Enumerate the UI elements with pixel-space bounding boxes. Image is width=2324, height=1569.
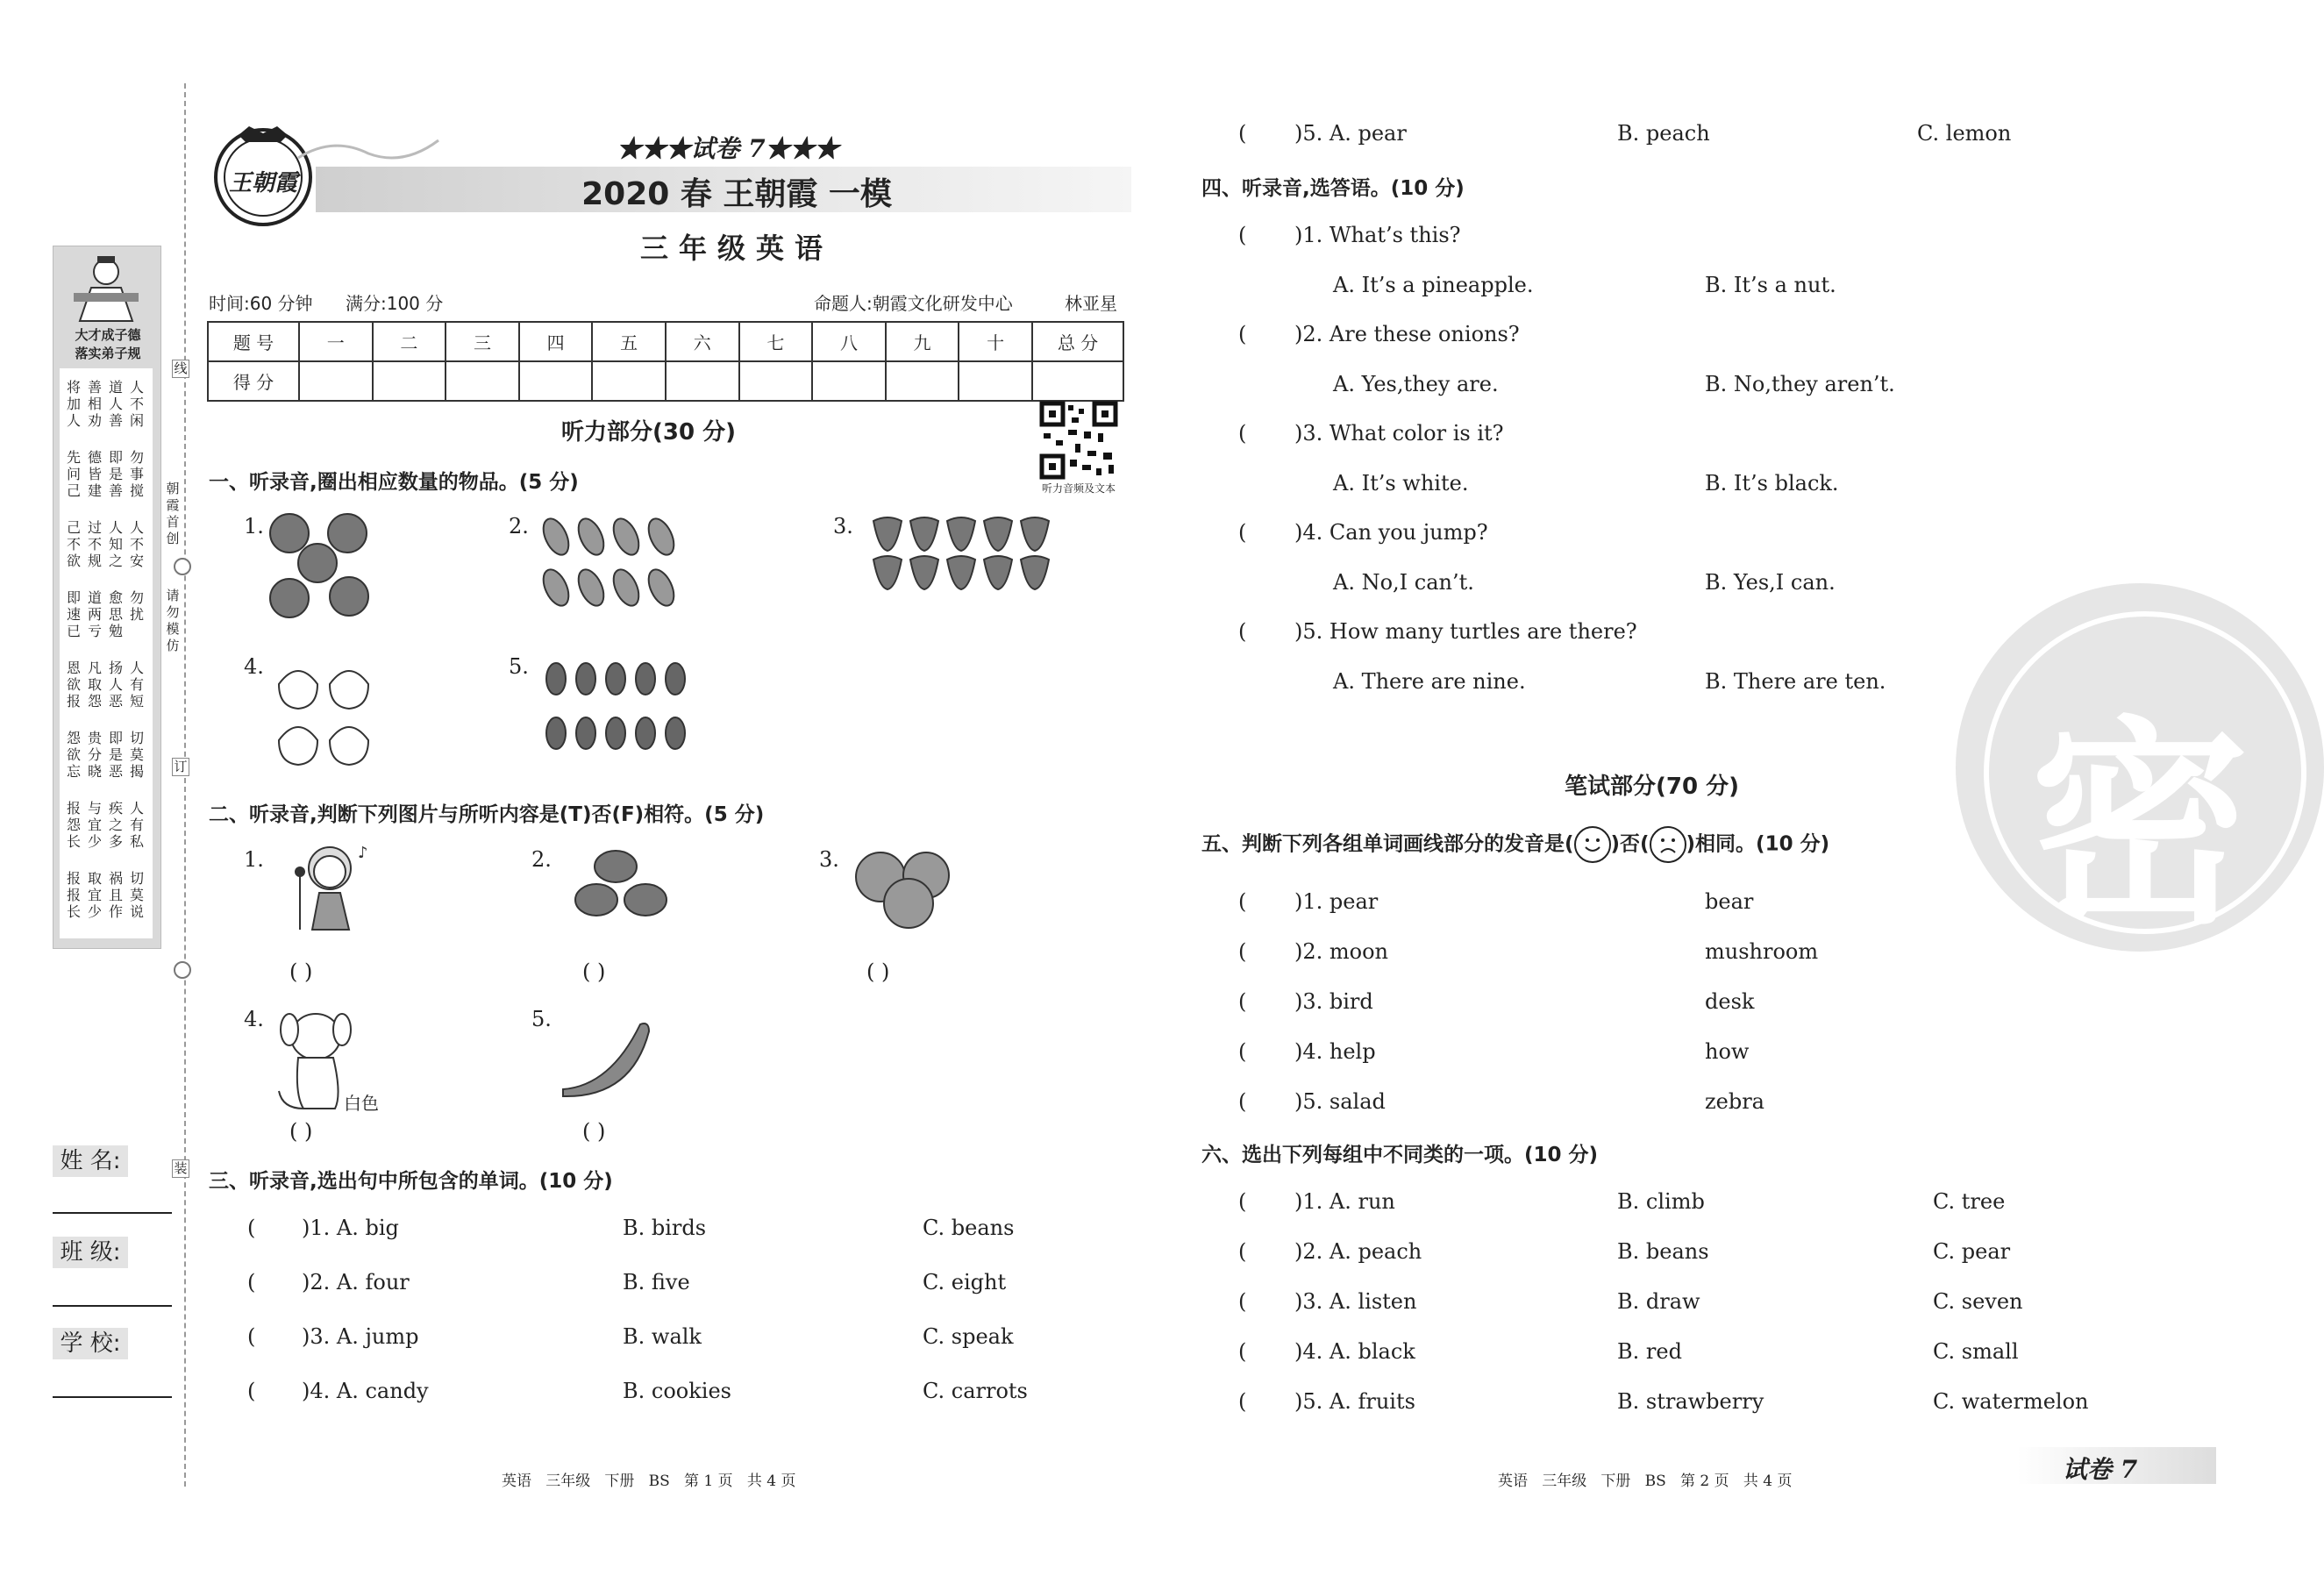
q4-question: )4. Can you jump? [1294, 520, 1488, 545]
q5-word-a: )3. bird [1294, 989, 1373, 1014]
q3-option-b[interactable]: B. birds [623, 1216, 707, 1240]
banana-image [558, 1016, 654, 1100]
logo-text: 王朝霞 [228, 170, 297, 196]
score-header-cell: 六 [666, 322, 739, 361]
score-table [207, 321, 1124, 402]
exam-title: 2020 春 王朝霞 一模 [581, 176, 892, 212]
dog-color-caption: 白色 [344, 1093, 379, 1114]
q5-word-b: how [1705, 1039, 1750, 1064]
paper-tag: ★★★试卷 7★★★ [617, 134, 839, 163]
q3-heading: 三、听录音,选出句中所包含的单词。(10 分) [209, 1170, 613, 1193]
proverb-column: 人 不 安 [130, 519, 145, 569]
q5-word-a: )4. help [1294, 1039, 1376, 1064]
q2-answer-blank[interactable]: ( ) [289, 959, 313, 984]
q2-item-number: 5. [531, 1007, 552, 1031]
q5-answer-blank[interactable]: ( [1238, 939, 1247, 964]
q6-option-a[interactable]: )1. A. run [1294, 1189, 1395, 1214]
q2-answer-blank[interactable]: ( ) [582, 959, 606, 984]
score-header-cell: 五 [592, 322, 666, 361]
q4-option-b[interactable]: B. Yes,I can. [1705, 570, 1836, 595]
score-header-cell: 题 号 [208, 322, 299, 361]
proverb-column: 取 宜 少 [88, 870, 103, 920]
q5-word-b: zebra [1705, 1089, 1764, 1114]
sad-face-icon [1650, 826, 1686, 863]
score-table-header-row [208, 322, 1123, 361]
score-cell[interactable] [959, 361, 1032, 401]
q6-answer-blank[interactable]: ( [1238, 1289, 1247, 1314]
q3-option-a[interactable]: )5. A. pear [1294, 121, 1407, 146]
pineapples-image [544, 660, 691, 756]
q4-question: )5. How many turtles are there? [1294, 619, 1637, 644]
q1-item-number: 3. [833, 514, 853, 538]
q5-heading-b: )否( [1610, 832, 1650, 856]
q5-heading [1201, 826, 1829, 863]
exam-subtitle: 三年级英语 [639, 232, 833, 265]
q6-option-c[interactable]: C. watermelon [1933, 1389, 2089, 1414]
q6-option-a[interactable]: )3. A. listen [1294, 1289, 1417, 1314]
proverb-column: 先 问 己 [67, 449, 82, 499]
q4-option-a[interactable]: A. No,I can’t. [1333, 570, 1474, 595]
exam-author: 命题人:朝霞文化研发中心 [814, 293, 1013, 314]
q6-option-b[interactable]: B. red [1617, 1339, 1682, 1364]
q4-option-a[interactable]: A. There are nine. [1333, 669, 1526, 694]
proverb-column: 己 不 欲 [67, 519, 82, 569]
proverb-column: 将 加 人 [67, 379, 82, 429]
q4-option-b[interactable]: B. There are ten. [1705, 669, 1886, 694]
side-text-no-copy: 请 勿 模 仿 [166, 588, 180, 653]
proverb-column: 切 莫 说 [130, 870, 145, 920]
q4-answer-blank[interactable]: ( [1238, 223, 1247, 247]
proverb-column: 道 两 亏 [88, 589, 103, 639]
q6-option-c[interactable]: C. pear [1933, 1239, 2011, 1264]
q3-answer-blank[interactable]: ( [247, 1216, 256, 1240]
q3-option-a[interactable]: )1. A. big [302, 1216, 399, 1240]
proverb-column: 祸 且 作 [109, 870, 124, 920]
score-header-cell: 八 [812, 322, 886, 361]
score-cell[interactable] [812, 361, 886, 401]
proverb-column: 即 是 恶 [109, 730, 124, 780]
exam-time: 时间:60 分钟 [209, 293, 313, 314]
q6-option-c[interactable]: C. small [1933, 1339, 2019, 1364]
binding-mark-3: 装 [172, 1159, 189, 1178]
score-cell[interactable] [666, 361, 739, 401]
q2-item-number: 3. [819, 847, 839, 872]
q2-item-number: 4. [244, 1007, 264, 1031]
q4-answer-blank[interactable]: ( [1238, 619, 1247, 644]
score-header-cell: 总 分 [1032, 322, 1123, 361]
q2-answer-blank[interactable]: ( ) [866, 959, 890, 984]
proverb-column: 愈 思 勉 [109, 589, 124, 639]
school-label: 学 校: [53, 1328, 128, 1359]
q6-option-b[interactable]: B. beans [1617, 1239, 1709, 1264]
proverb-column: 勿 扰 [130, 589, 145, 623]
footer-page-2: 英语 三年级 下册 BS 第 2 页 共 4 页 [1498, 1473, 1793, 1490]
exam-author-name: 林亚星 [1065, 293, 1117, 314]
q6-option-a[interactable]: )5. A. fruits [1294, 1389, 1415, 1414]
q3-option-c[interactable]: C. lemon [1917, 121, 2012, 146]
proverb-column: 怨 欲 忘 [67, 730, 82, 780]
q6-answer-blank[interactable]: ( [1238, 1389, 1247, 1414]
eggs-image [568, 849, 674, 923]
writing-section-title: 笔试部分(70 分) [1565, 774, 1739, 800]
q2-item-number: 2. [531, 847, 552, 872]
binding-hole-2 [174, 961, 191, 979]
q3-answer-blank[interactable]: ( [247, 1324, 256, 1349]
q1-item-number: 2. [509, 514, 529, 538]
q2-answer-blank[interactable]: ( ) [582, 1119, 606, 1144]
qr-code[interactable] [1040, 402, 1117, 479]
ribbon-decor [298, 132, 438, 167]
q5-word-b: mushroom [1705, 939, 1819, 964]
q6-answer-blank[interactable]: ( [1238, 1339, 1247, 1364]
q6-option-c[interactable]: C. tree [1933, 1189, 2006, 1214]
q4-option-b[interactable]: B. It’s black. [1705, 471, 1839, 496]
confidential-stamp-text: 密 [2030, 698, 2249, 953]
apples-image [263, 507, 377, 623]
proverb-column: 道 人 善 [109, 379, 124, 429]
q5-answer-blank[interactable]: ( [1238, 1089, 1247, 1114]
svg-text:♪: ♪ [358, 844, 368, 862]
score-header-cell: 一 [299, 322, 373, 361]
q5-heading-c: )相同。(10 分) [1686, 832, 1830, 856]
proverb-column: 恩 欲 报 [67, 660, 82, 710]
q6-heading: 六、选出下列每组中不同类的一项。(10 分) [1201, 1144, 1599, 1166]
proverb-column: 善 相 劝 [88, 379, 103, 429]
onions-image [272, 658, 377, 772]
proverb-columns [63, 379, 151, 940]
girl-singing-image [281, 838, 386, 931]
q3-option-a[interactable]: )2. A. four [302, 1270, 410, 1294]
score-cell[interactable] [886, 361, 959, 401]
score-header-cell: 三 [446, 322, 519, 361]
q6-option-a[interactable]: )4. A. black [1294, 1339, 1415, 1364]
q3-option-b[interactable]: B. five [623, 1270, 690, 1294]
peanuts-image [537, 517, 691, 610]
tomatoes-image [851, 847, 956, 931]
footer-page-1: 英语 三年级 下册 BS 第 1 页 共 4 页 [502, 1473, 796, 1490]
q5-word-a: )2. moon [1294, 939, 1389, 964]
q4-question: )1. What’s this? [1294, 223, 1461, 247]
score-cell[interactable] [739, 361, 813, 401]
proverb-column: 人 有 短 [130, 660, 145, 710]
score-header-cell: 二 [373, 322, 446, 361]
proverb-column: 勿 事 搅 [130, 449, 145, 499]
q4-answer-blank[interactable]: ( [1238, 421, 1247, 446]
school-field[interactable] [53, 1396, 172, 1398]
q4-question: )2. Are these onions? [1294, 322, 1520, 346]
strip-motto [60, 326, 156, 363]
side-text-copyright: 朝 霞 首 创 [166, 481, 180, 546]
binding-dashed-line [184, 83, 186, 1487]
q2-item-number: 1. [244, 847, 264, 872]
q5-answer-blank[interactable]: ( [1238, 889, 1247, 914]
q3-answer-blank[interactable]: ( [247, 1270, 256, 1294]
score-cell[interactable] [519, 361, 593, 401]
q5-heading-a: 五、判断下列各组单词画线部分的发音是( [1201, 832, 1574, 856]
q3-option-a[interactable]: )3. A. jump [302, 1324, 419, 1349]
q1-heading: 一、听录音,圈出相应数量的物品。(5 分) [209, 471, 579, 494]
q6-option-a[interactable]: )2. A. peach [1294, 1239, 1422, 1264]
q3-option-c[interactable]: C. eight [923, 1270, 1007, 1294]
proverb-column: 贵 分 晓 [88, 730, 103, 780]
q3-option-b[interactable]: B. cookies [623, 1379, 731, 1403]
q4-option-a[interactable]: A. It’s white. [1333, 471, 1469, 496]
binding-hole-1 [174, 558, 191, 575]
proverb-column: 人 不 闲 [130, 379, 145, 429]
proverb-column: 报 怨 长 [67, 800, 82, 850]
proverb-column: 人 有 私 [130, 800, 145, 850]
proverb-column: 即 速 已 [67, 589, 82, 639]
proverb-column: 疾 之 多 [109, 800, 124, 850]
q4-option-a[interactable]: A. It’s a pineapple. [1333, 273, 1534, 297]
q3-answer-blank[interactable]: ( [247, 1379, 256, 1403]
q3-option-c[interactable]: C. speak [923, 1324, 1014, 1349]
score-cell[interactable] [1032, 361, 1123, 401]
q4-answer-blank[interactable]: ( [1238, 322, 1247, 346]
score-table-score-row [208, 361, 1123, 401]
motto-line-2: 落实弟子规 [75, 346, 141, 361]
proverb-column: 凡 取 怨 [88, 660, 103, 710]
score-cell[interactable] [592, 361, 666, 401]
class-label: 班 级: [53, 1237, 128, 1268]
q6-option-b[interactable]: B. strawberry [1617, 1389, 1764, 1414]
proverb-column: 过 不 规 [88, 519, 103, 569]
paper-tag-bottom: 试卷 7 [2063, 1455, 2138, 1484]
binding-mark-2: 订 [172, 758, 189, 776]
scholar-figure [67, 253, 146, 323]
q1-item-number: 5. [509, 654, 529, 679]
q2-answer-blank[interactable]: ( ) [289, 1119, 313, 1144]
score-row-label: 得 分 [208, 361, 299, 401]
q5-word-b: desk [1705, 989, 1755, 1014]
score-header-cell: 四 [519, 322, 593, 361]
q5-answer-blank[interactable]: ( [1238, 989, 1247, 1014]
proverb-column: 扬 人 恶 [109, 660, 124, 710]
q6-answer-blank[interactable]: ( [1238, 1189, 1247, 1214]
q6-option-b[interactable]: B. draw [1617, 1289, 1700, 1314]
q3-answer-blank[interactable]: ( [1238, 121, 1247, 146]
q3-option-c[interactable]: C. beans [923, 1216, 1015, 1240]
q5-word-a: )5. salad [1294, 1089, 1386, 1114]
q3-option-b[interactable]: B. walk [623, 1324, 702, 1349]
q4-heading: 四、听录音,选答语。(10 分) [1201, 177, 1465, 200]
listening-section-title: 听力部分(30 分) [561, 419, 736, 446]
score-cell[interactable] [446, 361, 519, 401]
q5-word-a: )1. pear [1294, 889, 1379, 914]
q4-option-b[interactable]: B. No,they aren’t. [1705, 372, 1895, 396]
q2-heading: 二、听录音,判断下列图片与所听内容是(T)否(F)相符。(5 分) [209, 803, 765, 826]
q4-answer-blank[interactable]: ( [1238, 520, 1247, 545]
q5-answer-blank[interactable]: ( [1238, 1039, 1247, 1064]
proverb-column: 即 是 善 [109, 449, 124, 499]
binding-mark-1: 线 [172, 360, 189, 378]
q6-answer-blank[interactable]: ( [1238, 1239, 1247, 1264]
name-label: 姓 名: [53, 1145, 128, 1177]
proverb-column: 德 皆 建 [88, 449, 103, 499]
q6-option-c[interactable]: C. seven [1933, 1289, 2023, 1314]
q5-word-b: bear [1705, 889, 1754, 914]
qr-caption: 听力音频及文本 [1041, 482, 1116, 495]
proverb-column: 与 宜 少 [88, 800, 103, 850]
score-header-cell: 七 [739, 322, 813, 361]
exam-full-score: 满分:100 分 [346, 293, 444, 314]
q4-option-b[interactable]: B. It’s a nut. [1705, 273, 1836, 297]
q3-option-c[interactable]: C. carrots [923, 1379, 1028, 1403]
q3-option-a[interactable]: )4. A. candy [302, 1379, 429, 1403]
class-field[interactable] [53, 1305, 172, 1307]
q4-question: )3. What color is it? [1294, 421, 1504, 446]
smile-face-icon [1574, 826, 1611, 863]
name-field[interactable] [53, 1212, 172, 1214]
proverb-column: 报 报 长 [67, 870, 82, 920]
score-cell[interactable] [299, 361, 373, 401]
q3-option-b[interactable]: B. peach [1617, 121, 1710, 146]
q1-item-number: 1. [244, 514, 264, 538]
score-cell[interactable] [373, 361, 446, 401]
q4-option-a[interactable]: A. Yes,they are. [1333, 372, 1499, 396]
motto-line-1: 大才成子德 [75, 327, 141, 343]
proverb-column: 切 莫 揭 [130, 730, 145, 780]
proverb-column: 人 知 之 [109, 519, 124, 569]
score-header-cell: 九 [886, 322, 959, 361]
q1-item-number: 4. [244, 654, 264, 679]
score-header-cell: 十 [959, 322, 1032, 361]
strawberries-image [870, 514, 1052, 595]
q6-option-b[interactable]: B. climb [1617, 1189, 1705, 1214]
